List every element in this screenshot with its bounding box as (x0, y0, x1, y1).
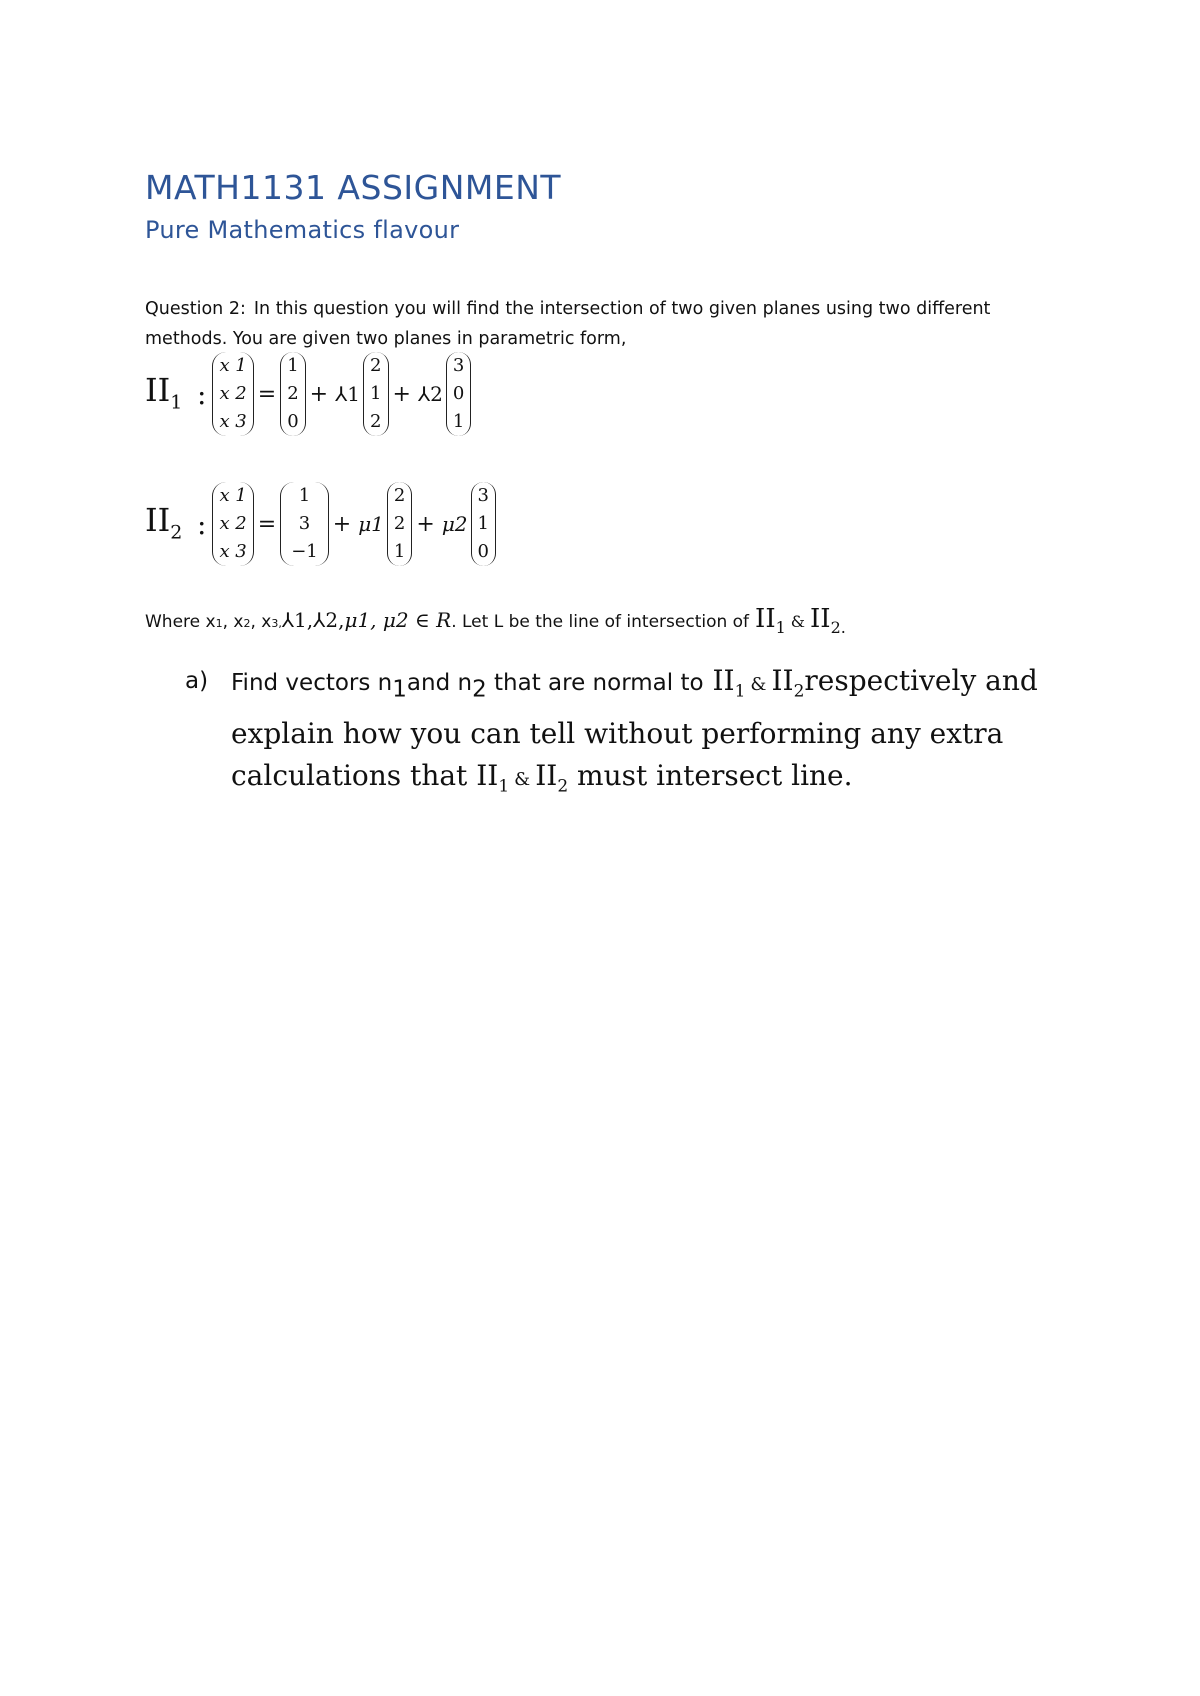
plane1-plus-2: + (392, 381, 411, 407)
plane2-plus-2: + (416, 511, 435, 537)
plane2-param-1: μ1 (358, 512, 384, 536)
document-title: MATH1131 ASSIGNMENT (145, 168, 562, 207)
plane2-name: $II_2$ (145, 500, 183, 544)
plane1-equals: = (257, 381, 277, 407)
where-plane2: $II_{2.}$ (810, 604, 846, 638)
question-text (145, 294, 1045, 354)
part-a-text: Find vectors $n_1and$ $n_2$ that are normal to $II_1$ & $II_2respectively$ and explain how you can tell without performing any extra calculations that $II_1$ & $II_2$ must intersect line. (231, 664, 1038, 797)
plane2-plus-1: + (332, 511, 352, 537)
plane1-param-1: ⅄1 (335, 382, 361, 406)
question-label: Question 2: (145, 299, 246, 319)
where-line-definition: . Let L be the line of intersection of (451, 612, 750, 632)
document-subtitle: Pure Mathematics flavour (145, 216, 460, 244)
where-plane1: $II_1$ (755, 604, 786, 638)
plane2-colon: : (197, 507, 207, 541)
plane2-point-vector: 1 3 −1 (280, 482, 329, 566)
where-statement: Where x 1 , x 2 , x 3, ⅄1,⅄2, μ1, μ2 ∈ R . Let L be the line of intersection of $II_1$ & $II_{2.}$ (145, 604, 846, 638)
plane2-direction-2: 3 1 0 (471, 482, 496, 566)
plane2-direction-1: 2 2 1 (387, 482, 412, 566)
plane1-name: $II_1$ (145, 370, 183, 414)
plane2-variable-vector: x 1 x 2 x 3 (212, 482, 253, 566)
plane1-plus-1: + (309, 381, 329, 407)
part-a (185, 660, 1045, 807)
question-body: In this question you will find the intersection of two given planes using two different methods. You are given two planes in parametric form, (145, 299, 991, 349)
where-mu-params: μ1, μ2 ∈ R (344, 608, 452, 632)
plane1-direction-2: 3 0 1 (446, 352, 471, 436)
plane2-param-2: μ2 (441, 512, 468, 536)
plane1-equation (145, 352, 471, 436)
part-a-label: a) (185, 668, 209, 694)
plane1-param-2: ⅄2 (417, 382, 443, 406)
where-ampersand: & (790, 612, 806, 631)
plane1-point-vector: 1 2 0 (280, 352, 305, 436)
where-lambda-params: ⅄1,⅄2, (281, 608, 345, 632)
plane2-equals: = (257, 511, 277, 537)
plane2-equation (145, 482, 496, 566)
plane1-direction-1: 2 1 2 (363, 352, 388, 436)
plane1-colon: : (197, 377, 207, 411)
plane1-variable-vector: x 1 x 2 x 3 (212, 352, 253, 436)
